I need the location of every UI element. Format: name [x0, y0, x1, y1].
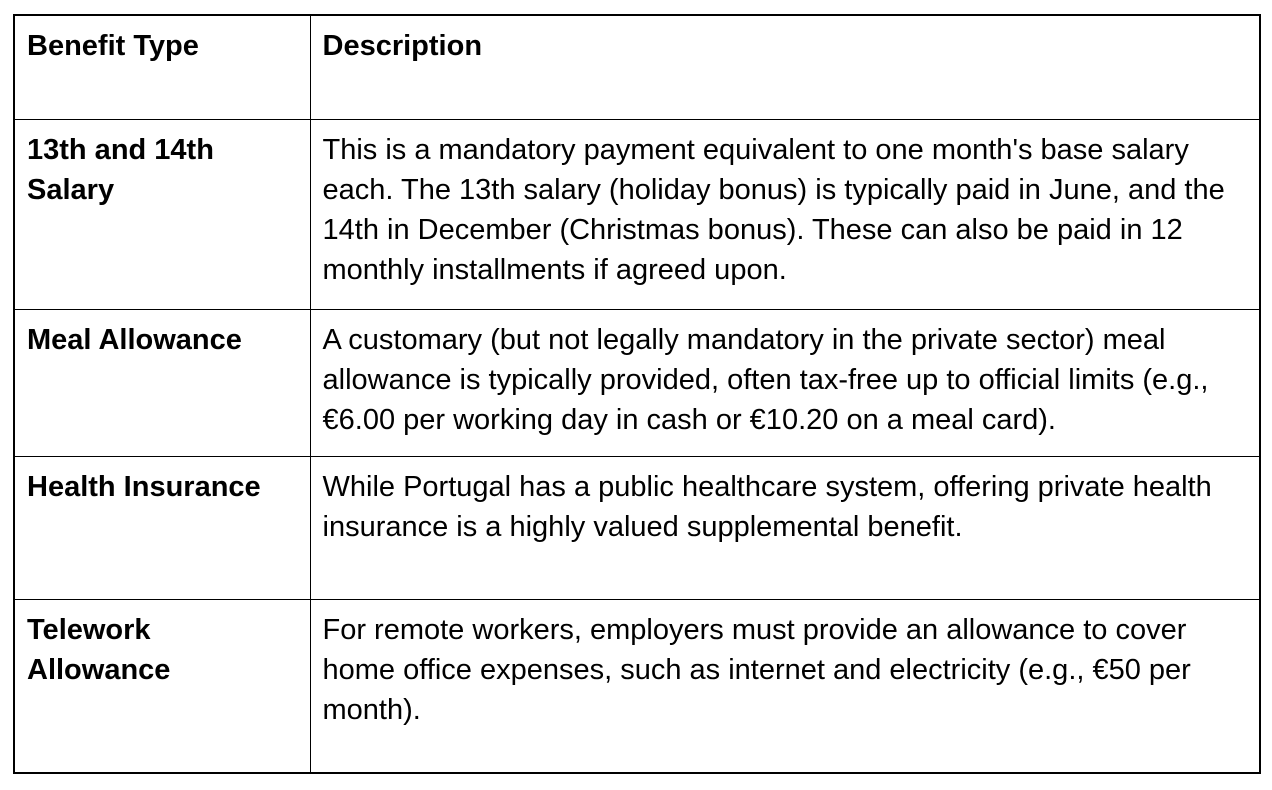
- table-header-row: [14, 15, 1260, 119]
- table-row: [14, 456, 1260, 599]
- column-header-benefit-type: Benefit Type: [14, 15, 310, 119]
- description-cell: While Portugal has a public healthcare system, offering private health insurance is a highly valued supplemental benefit.: [310, 456, 1260, 599]
- description-cell: This is a mandatory payment equivalent to one month's base salary each. The 13th salary (holiday bonus) is typically paid in June, and the 14th in December (Christmas bonus). These can also be paid in 12 monthly installments if agreed upon.: [310, 119, 1260, 309]
- table-row: [14, 599, 1260, 773]
- benefit-type-cell: 13th and 14th Salary: [14, 119, 310, 309]
- description-cell: For remote workers, employers must provide an allowance to cover home office expenses, such as internet and electricity (e.g., €50 per month).: [310, 599, 1260, 773]
- table-row: [14, 309, 1260, 456]
- description-cell: A customary (but not legally mandatory in the private sector) meal allowance is typically provided, often tax-free up to official limits (e.g., €6.00 per working day in cash or €10.20 on a meal card).: [310, 309, 1260, 456]
- benefit-type-cell: Health Insurance: [14, 456, 310, 599]
- benefits-table: [13, 14, 1261, 774]
- benefit-type-cell: Meal Allowance: [14, 309, 310, 456]
- table-row: [14, 119, 1260, 309]
- column-header-description: Description: [310, 15, 1260, 119]
- benefit-type-cell: Telework Allowance: [14, 599, 310, 773]
